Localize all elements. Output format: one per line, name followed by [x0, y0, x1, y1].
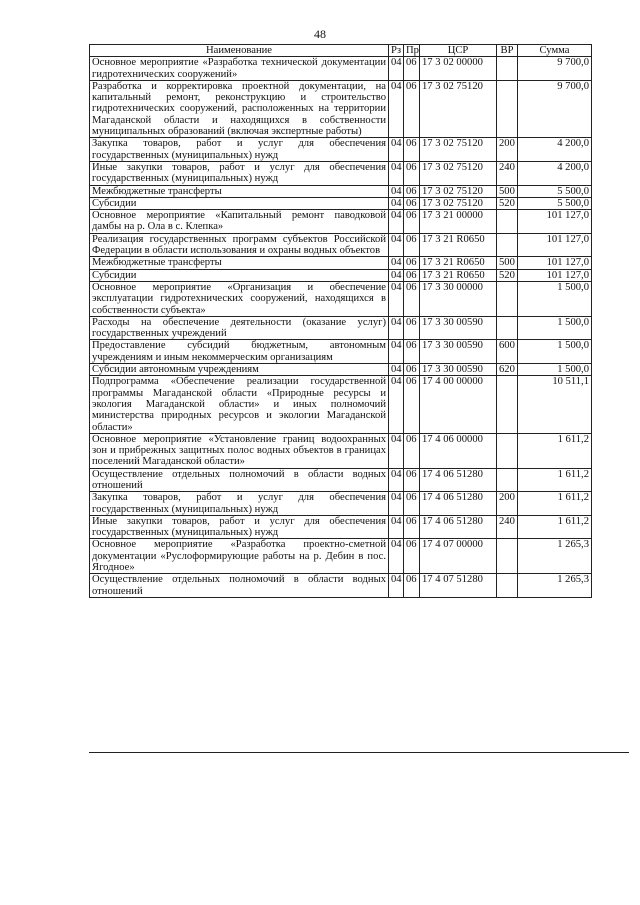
cell-pr: 06 — [404, 515, 420, 539]
cell-name: Субсидии автономным учреждениям — [90, 364, 389, 376]
cell-pr: 06 — [404, 468, 420, 492]
table-row — [90, 138, 592, 162]
budget-table — [89, 44, 592, 598]
cell-pr: 06 — [404, 492, 420, 516]
cell-pr: 06 — [404, 539, 420, 574]
cell-vr — [497, 316, 518, 340]
table-row — [90, 161, 592, 185]
table-row — [90, 210, 592, 234]
cell-sum: 1 611,2 — [518, 468, 592, 492]
cell-pr: 06 — [404, 233, 420, 257]
cell-sum: 1 500,0 — [518, 340, 592, 364]
cell-name: Закупка товаров, работ и услуг для обеспечения государственных (муниципальных) нужд — [90, 492, 389, 516]
cell-vr: 600 — [497, 340, 518, 364]
bottom-divider — [89, 752, 629, 753]
table-row — [90, 257, 592, 269]
cell-name: Межбюджетные трансферты — [90, 185, 389, 197]
cell-sum: 10 511,1 — [518, 376, 592, 433]
header-rz: Рз — [389, 45, 404, 57]
cell-vr — [497, 210, 518, 234]
cell-csr: 17 3 21 R0650 — [420, 269, 497, 281]
cell-name: Предоставление субсидий бюджетным, автономным учреждениям и иным некоммерческим организациям — [90, 340, 389, 364]
cell-sum: 101 127,0 — [518, 269, 592, 281]
cell-rz: 04 — [389, 233, 404, 257]
table-row — [90, 316, 592, 340]
cell-vr — [497, 468, 518, 492]
header-name: Наименование — [90, 45, 389, 57]
table-row — [90, 281, 592, 316]
cell-rz: 04 — [389, 340, 404, 364]
cell-csr: 17 4 06 51280 — [420, 492, 497, 516]
cell-vr — [497, 281, 518, 316]
header-sum: Сумма — [518, 45, 592, 57]
cell-pr: 06 — [404, 433, 420, 468]
cell-csr: 17 3 21 R0650 — [420, 233, 497, 257]
table-row — [90, 376, 592, 433]
table-row — [90, 57, 592, 81]
cell-csr: 17 3 02 75120 — [420, 138, 497, 162]
cell-pr: 06 — [404, 257, 420, 269]
cell-csr: 17 3 21 00000 — [420, 210, 497, 234]
cell-pr: 06 — [404, 185, 420, 197]
cell-pr: 06 — [404, 340, 420, 364]
cell-sum: 101 127,0 — [518, 233, 592, 257]
cell-name: Иные закупки товаров, работ и услуг для обеспечения государственных (муниципальных) нужд — [90, 515, 389, 539]
cell-rz: 04 — [389, 364, 404, 376]
cell-rz: 04 — [389, 281, 404, 316]
cell-rz: 04 — [389, 161, 404, 185]
cell-pr: 06 — [404, 574, 420, 598]
cell-pr: 06 — [404, 281, 420, 316]
cell-rz: 04 — [389, 210, 404, 234]
cell-sum: 1 611,2 — [518, 433, 592, 468]
cell-csr: 17 3 02 00000 — [420, 57, 497, 81]
cell-name: Субсидии — [90, 269, 389, 281]
cell-csr: 17 3 02 75120 — [420, 80, 497, 137]
cell-name: Подпрограмма «Обеспечение реализации государственной программы Магаданской области «Природные ресурсы и экология Магаданской области» и иных полномочий министерства природных ресурсов и экологии Магаданской области» — [90, 376, 389, 433]
cell-name: Расходы на обеспечение деятельности (оказание услуг) государственных учреждений — [90, 316, 389, 340]
cell-csr: 17 4 07 00000 — [420, 539, 497, 574]
cell-sum: 101 127,0 — [518, 210, 592, 234]
cell-sum: 1 611,2 — [518, 492, 592, 516]
table-row — [90, 492, 592, 516]
cell-name: Осуществление отдельных полномочий в области водных отношений — [90, 574, 389, 598]
table-body — [90, 57, 592, 598]
cell-rz: 04 — [389, 269, 404, 281]
cell-rz: 04 — [389, 574, 404, 598]
cell-vr — [497, 233, 518, 257]
cell-csr: 17 3 30 00590 — [420, 316, 497, 340]
cell-name: Основное мероприятие «Организация и обеспечение эксплуатации гидротехнических сооружений, находящихся в собственности субъекта» — [90, 281, 389, 316]
cell-vr: 240 — [497, 515, 518, 539]
cell-rz: 04 — [389, 468, 404, 492]
cell-sum: 5 500,0 — [518, 185, 592, 197]
cell-sum: 4 200,0 — [518, 161, 592, 185]
cell-vr: 240 — [497, 161, 518, 185]
table-row — [90, 233, 592, 257]
cell-name: Закупка товаров, работ и услуг для обеспечения государственных (муниципальных) нужд — [90, 138, 389, 162]
cell-rz: 04 — [389, 257, 404, 269]
cell-csr: 17 4 06 51280 — [420, 515, 497, 539]
cell-rz: 04 — [389, 376, 404, 433]
page-number: 48 — [314, 27, 326, 41]
table-header-row — [90, 45, 592, 57]
cell-sum: 1 500,0 — [518, 364, 592, 376]
cell-pr: 06 — [404, 57, 420, 81]
cell-csr: 17 3 02 75120 — [420, 197, 497, 209]
table-row — [90, 433, 592, 468]
cell-vr — [497, 539, 518, 574]
cell-vr: 520 — [497, 197, 518, 209]
cell-pr: 06 — [404, 138, 420, 162]
cell-csr: 17 3 30 00590 — [420, 340, 497, 364]
cell-name: Основное мероприятие «Установление границ водоохранных зон и прибрежных защитных полос водных объектов в границах поселений Магаданской области» — [90, 433, 389, 468]
cell-sum: 9 700,0 — [518, 57, 592, 81]
table-row — [90, 574, 592, 598]
cell-vr — [497, 376, 518, 433]
cell-name: Основное мероприятие «Разработка проектно-сметной документации «Руслоформирующие работы на р. Дебин в пос. Ягодное» — [90, 539, 389, 574]
cell-sum: 1 265,3 — [518, 539, 592, 574]
cell-pr: 06 — [404, 316, 420, 340]
cell-name: Основное мероприятие «Капитальный ремонт паводковой дамбы на р. Ола в с. Клепка» — [90, 210, 389, 234]
cell-pr: 06 — [404, 376, 420, 433]
cell-vr — [497, 57, 518, 81]
cell-name: Разработка и корректировка проектной документации, на капитальный ремонт, реконструкцию и строительство гидротехнических сооружений, расположенных на территории Магаданской области и находящихся в собственности муниципальных образований (включая экспертные работы) — [90, 80, 389, 137]
cell-rz: 04 — [389, 492, 404, 516]
table-row — [90, 197, 592, 209]
cell-rz: 04 — [389, 197, 404, 209]
cell-csr: 17 3 30 00000 — [420, 281, 497, 316]
cell-rz: 04 — [389, 316, 404, 340]
cell-sum: 9 700,0 — [518, 80, 592, 137]
table-row — [90, 364, 592, 376]
cell-pr: 06 — [404, 269, 420, 281]
cell-csr: 17 3 02 75120 — [420, 161, 497, 185]
cell-rz: 04 — [389, 515, 404, 539]
table-row — [90, 539, 592, 574]
cell-vr: 200 — [497, 492, 518, 516]
table-row — [90, 269, 592, 281]
cell-name: Осуществление отдельных полномочий в области водных отношений — [90, 468, 389, 492]
cell-vr: 620 — [497, 364, 518, 376]
cell-name: Межбюджетные трансферты — [90, 257, 389, 269]
header-pr: Пр — [404, 45, 420, 57]
cell-name: Реализация государственных программ субъектов Российской Федерации в области использования и охраны водных объектов — [90, 233, 389, 257]
cell-csr: 17 4 07 51280 — [420, 574, 497, 598]
cell-csr: 17 4 06 00000 — [420, 433, 497, 468]
cell-pr: 06 — [404, 161, 420, 185]
cell-rz: 04 — [389, 539, 404, 574]
cell-vr — [497, 433, 518, 468]
cell-pr: 06 — [404, 364, 420, 376]
table-row — [90, 185, 592, 197]
cell-csr: 17 3 21 R0650 — [420, 257, 497, 269]
cell-vr — [497, 574, 518, 598]
cell-pr: 06 — [404, 210, 420, 234]
cell-rz: 04 — [389, 433, 404, 468]
cell-name: Основное мероприятие «Разработка технической документации гидротехнических сооружений» — [90, 57, 389, 81]
cell-csr: 17 3 02 75120 — [420, 185, 497, 197]
cell-sum: 1 500,0 — [518, 281, 592, 316]
cell-sum: 4 200,0 — [518, 138, 592, 162]
cell-csr: 17 4 06 51280 — [420, 468, 497, 492]
table-row — [90, 80, 592, 137]
cell-rz: 04 — [389, 138, 404, 162]
cell-vr — [497, 80, 518, 137]
cell-sum: 5 500,0 — [518, 197, 592, 209]
table-row — [90, 468, 592, 492]
cell-sum: 101 127,0 — [518, 257, 592, 269]
header-csr: ЦСР — [420, 45, 497, 57]
cell-sum: 1 611,2 — [518, 515, 592, 539]
cell-vr: 500 — [497, 257, 518, 269]
table-row — [90, 515, 592, 539]
cell-pr: 06 — [404, 80, 420, 137]
cell-sum: 1 500,0 — [518, 316, 592, 340]
header-vr: ВР — [497, 45, 518, 57]
cell-name: Субсидии — [90, 197, 389, 209]
table-row — [90, 340, 592, 364]
cell-csr: 17 4 00 00000 — [420, 376, 497, 433]
cell-rz: 04 — [389, 185, 404, 197]
cell-csr: 17 3 30 00590 — [420, 364, 497, 376]
cell-vr: 520 — [497, 269, 518, 281]
cell-rz: 04 — [389, 57, 404, 81]
cell-sum: 1 265,3 — [518, 574, 592, 598]
cell-pr: 06 — [404, 197, 420, 209]
cell-vr: 500 — [497, 185, 518, 197]
cell-rz: 04 — [389, 80, 404, 137]
cell-vr: 200 — [497, 138, 518, 162]
cell-name: Иные закупки товаров, работ и услуг для обеспечения государственных (муниципальных) нужд — [90, 161, 389, 185]
